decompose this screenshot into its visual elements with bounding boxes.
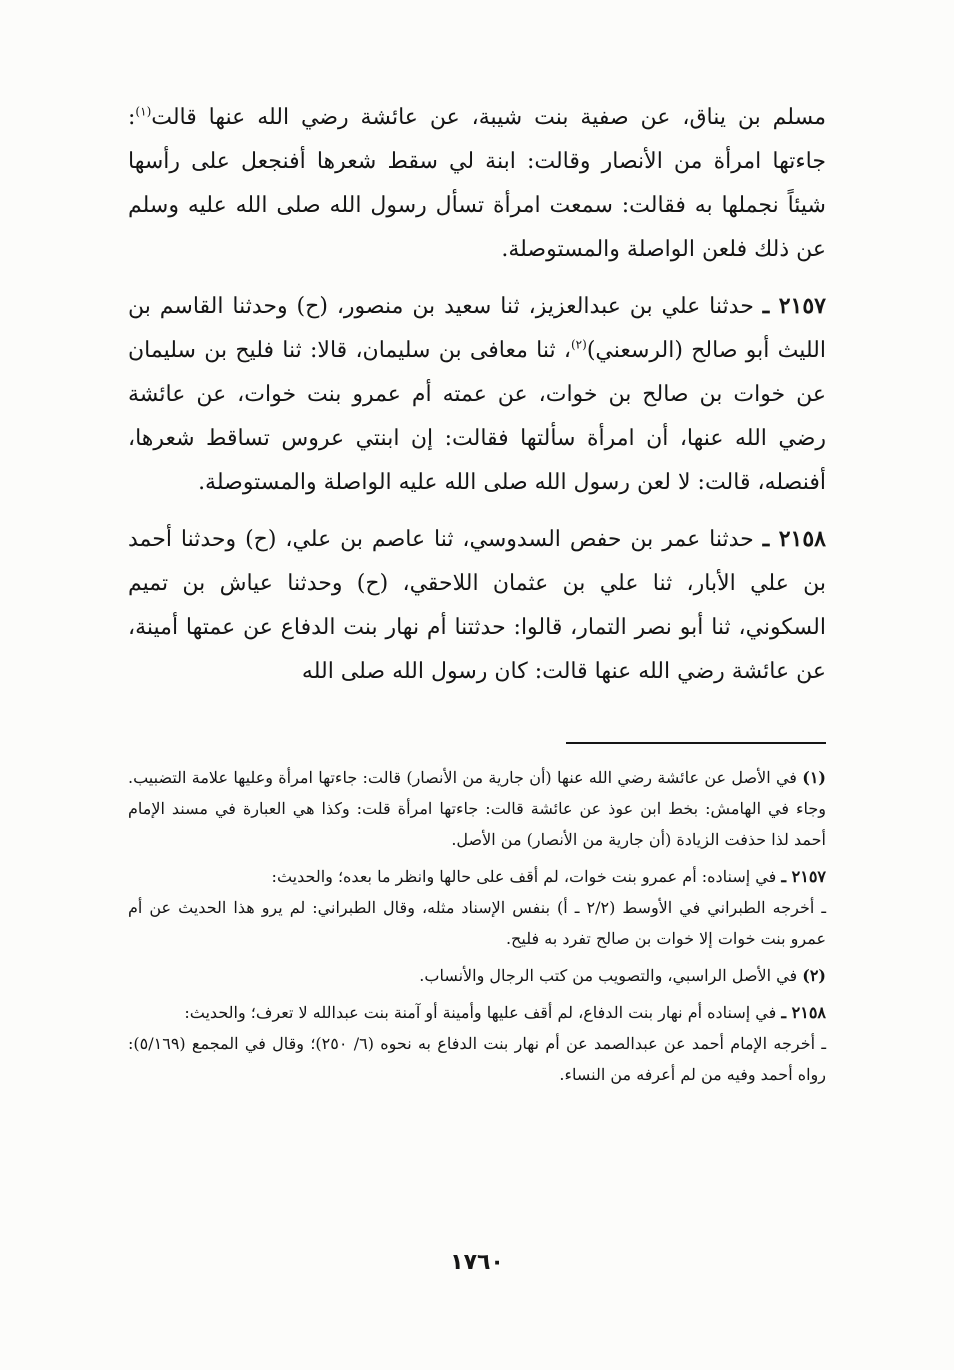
footnote-2158-text: في إسناده أم نهار بنت الدفاع، لم أقف عليها وأمينة أو آمنة بنت عبدالله لا تعرف؛ والحديث:	[184, 1003, 777, 1022]
footnote-2157-label: ٢١٥٧ ـ	[781, 867, 826, 886]
hadith-2158	[128, 517, 826, 694]
footnotes	[128, 762, 826, 1096]
hadith-number-2157: ٢١٥٧ ـ	[762, 293, 826, 319]
footnote-1	[128, 762, 826, 855]
hadith-number-2158: ٢١٥٨ ـ	[762, 526, 826, 552]
footnote-2158-label: ٢١٥٨ ـ	[781, 1003, 826, 1022]
footnote-2-text: في الأصل الراسبي، والتصويب من كتب الرجال والأنساب.	[419, 966, 798, 985]
footnote-2158-detail: ـ أخرجه الإمام أحمد عن عبدالصمد عن أم نهار بنت الدفاع به نحوه (٦/ ٢٥٠)؛ وقال في المجمع (٥/١٦٩): رواه أحمد وفيه من لم أعرفه من النساء.	[128, 1034, 827, 1084]
footnote-2157-detail: ـ أخرجه الطبراني في الأوسط (٢/٢ ـ أ) بنفس الإسناد مثله، وقال الطبراني: لم يرو هذا الحديث عن أم عمرو بنت خوات إلا خوات بن صالح تفرد به فليح.	[128, 898, 827, 948]
footnote-2158	[128, 997, 826, 1090]
footnote-1-label: (١)	[802, 768, 826, 787]
hadith-2157	[128, 284, 826, 505]
footnote-separator	[566, 742, 826, 744]
main-text	[128, 96, 826, 706]
paragraph-intro	[128, 96, 826, 272]
footnote-2157	[128, 861, 826, 954]
footnote-1-text: في الأصل عن عائشة رضي الله عنها (أن جارية من الأنصار) قالت: جاءتها امرأة وعليها علامة التضبيب. وجاء في الهامش: بخط ابن عوذ عن عائشة قالت: جاءتها امرأة قلت: وكذا هي العبارة في مسند الإمام أحمد لذا حذفت الزيادة (أن جارية من الأنصار) من الأصل.	[128, 768, 826, 849]
hadith-2157-text: حدثنا علي بن عبدالعزيز، ثنا سعيد بن منصور، (ح) وحدثنا القاسم بن الليث أبو صالح (الرسعني)	[128, 294, 827, 363]
footnote-2157-text: في إسناده: أم عمرو بنت خوات، لم أقف على حالها وانظر ما بعده؛ والحديث:	[271, 867, 777, 886]
footnote-ref-2: (٢)	[570, 337, 587, 352]
intro-text: مسلم بن يناق، عن صفية بنت شيبة، عن عائشة رضي الله عنها قالت	[151, 105, 826, 130]
hadith-2158-text: حدثنا عمر بن حفص السدوسي، ثنا عاصم بن علي، (ح) وحدثنا أحمد بن علي الأبار، ثنا علي بن عثمان اللاحقي، (ح) وحدثنا عياش بن تميم السكوني، ثنا أبو نصر التمار، قالوا: حدثتنا أم نهار بنت الدفاع عن عمتها أمينة، عن عائشة رضي الله عنها قالت: كان رسول الله صلى الله	[128, 527, 826, 684]
footnote-ref-1: (١)	[135, 104, 152, 119]
page-number: ١٧٦٠	[450, 1250, 504, 1275]
footnote-2-label: (٢)	[802, 966, 826, 985]
footnote-2	[128, 960, 826, 991]
intro-text-rest: : جاءتها امرأة من الأنصار وقالت: ابنة لي سقط شعرها أفنجعل على رأسها شيئاً نجملها به فقالت: سمعت امرأة تسأل رسول الله صلى الله عليه وسلم عن ذلك فلعن الواصلة والمستوصلة.	[128, 105, 826, 262]
hadith-2157-text-rest: ، ثنا معافى بن سليمان، قالا: ثنا فليح بن سليمان عن خوات بن صالح بن خوات، عن عمته أم عمرو بنت خوات، عن عائشة رضي الله عنها، أن امرأة سألتها فقالت: إن ابنتي عروس تساقط شعرها، أفنصله، قالت: لا لعن رسول الله صلى الله عليه الواصلة والمستوصلة.	[128, 338, 826, 495]
